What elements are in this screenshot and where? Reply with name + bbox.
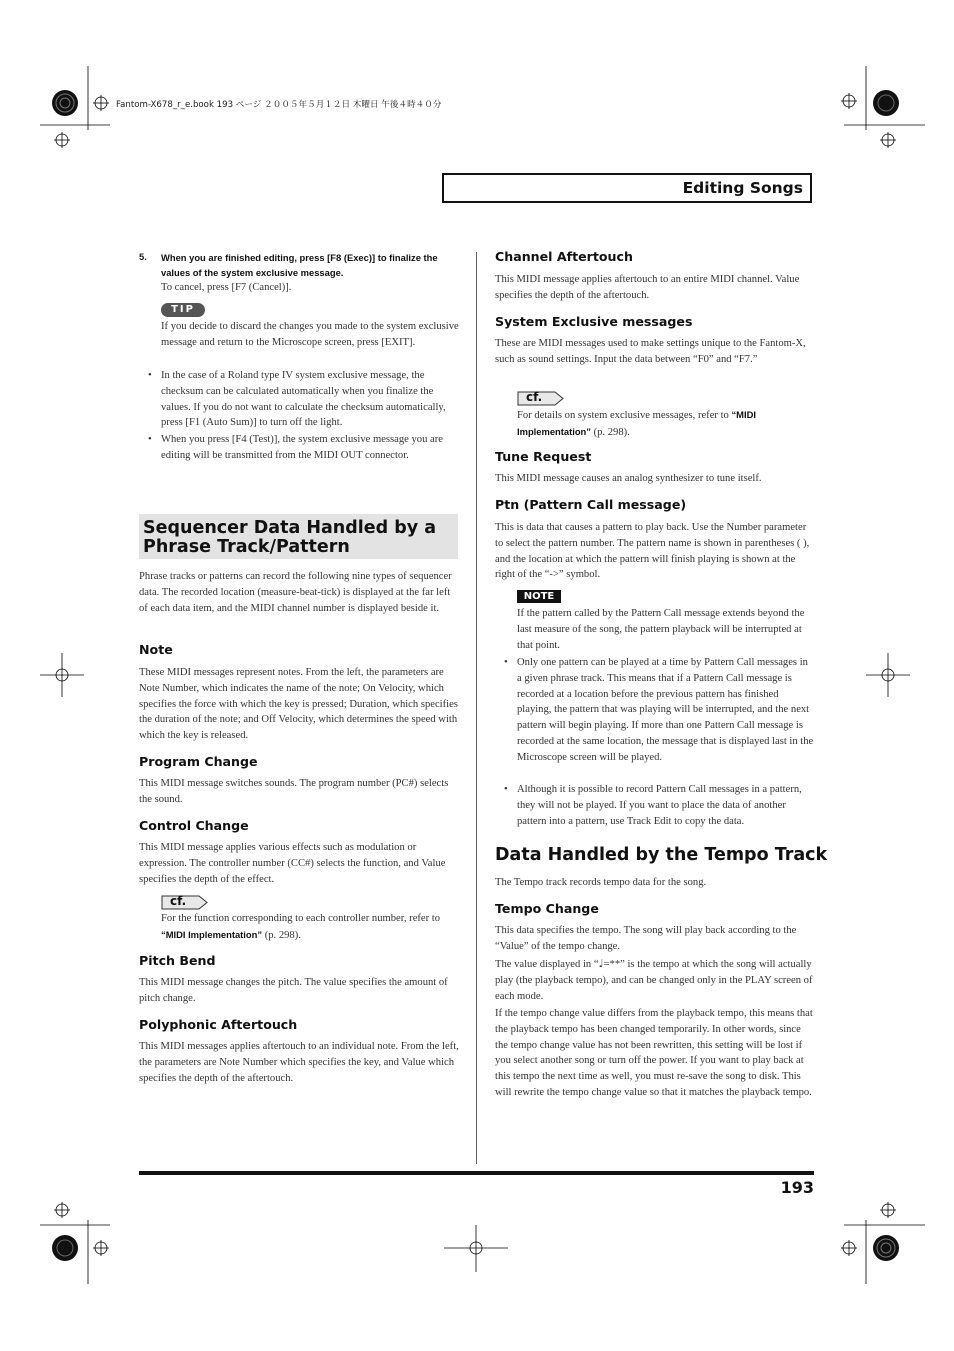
system-exclusive-text: These are MIDI messages used to make settings unique to the Fantom-X, such as sound settings. Input the data between “F0” and “F7.” — [495, 338, 806, 365]
page-number: 193 — [780, 1178, 814, 1197]
heading-system-exclusive: System Exclusive messages — [495, 314, 693, 329]
section-intro: Phrase tracks or patterns can record the following nine types of sequencer data. The recorded location (measure-beat-tick) is displayed at the far left of each data item, and the MIDI channel number is displayed beside it. — [139, 571, 452, 614]
pattern-call-text: This is data that causes a pattern to play back. Use the Number parameter to select the pattern number. The pattern name is shown in parentheses ( ), and the location at which the pattern will finish playing is shown at the right of the “->” symbol. — [495, 522, 810, 581]
heading-channel-aftertouch: Channel Aftertouch — [495, 249, 633, 264]
heading-tempo-change: Tempo Change — [495, 901, 599, 916]
tempo-section-title: Data Handled by the Tempo Track — [495, 845, 828, 865]
pitch-bend-text: This MIDI message changes the pitch. The value specifies the amount of pitch change. — [139, 977, 448, 1004]
section-title-box — [139, 514, 458, 559]
step-text: When you are finished editing, press [F8 (Exec)] to finalize the values of the system exclusive message. — [161, 252, 438, 278]
cf-page: (p. 298). — [264, 929, 301, 941]
tempo-intro: The Tempo track records tempo data for the song. — [495, 877, 707, 888]
heading-program-change: Program Change — [139, 754, 258, 769]
tempo-change-text-3: If the tempo change value differs from the playback tempo, this means that the playback tempo has been changed temporarily. In other words, since the tempo change value has not been rewritten, this setting will be lost if you select another song or turn off the power. If you want to play back at this tempo the next time as well, you must re-save the song to disk. This will rewrite the tempo change value so that it matches the playback tempo. — [495, 1008, 813, 1098]
heading-pattern-call: Ptn (Pattern Call message) — [495, 497, 687, 512]
cf-link[interactable]: “MIDI — [731, 409, 756, 420]
cf-text: For details on system exclusive messages, refer to — [517, 410, 729, 421]
heading-pitch-bend: Pitch Bend — [139, 953, 216, 968]
cf-link[interactable]: Implementation” — [517, 425, 591, 437]
polyphonic-aftertouch-text: This MIDI messages applies aftertouch to an individual note. From the left, the parameters are Note Number which specifies the key, and Value which specifies the depth of the aftertouch. — [139, 1041, 459, 1084]
tempo-text-a: The value displayed in “ — [495, 959, 599, 970]
list-item: • Only one pattern can be played at a time by Pattern Call messages in a given phrase track. This means that if a Pattern Call message is recorded at a location before the previous pattern has finished playing, the pattern that was playing will be interrupted, and the next pattern will begin playing. If more than one Pattern Call message is recorded at the same location, the message that is displayed last in the Microscope screen will be played. — [517, 655, 815, 766]
quarter-note-icon: ♩ — [598, 958, 604, 970]
footer-rule — [139, 1171, 814, 1175]
note-text: These MIDI messages represent notes. From the left, the parameters are Note Number, which indicates the name of the note; On Velocity, which specifies the force with which the key is pressed; Duration, which specifies the duration of the note; and Off Velocity, which determines the speed with which the key is released. — [139, 667, 458, 742]
tip-badge: TIP — [161, 303, 205, 317]
system-exclusive-cf — [517, 407, 813, 441]
heading-control-change: Control Change — [139, 818, 249, 833]
tempo-change-text-1: This data specifies the tempo. The song will play back according to the “Value” of the tempo change. — [495, 925, 797, 952]
cf-page: (p. 298). — [593, 426, 630, 438]
column-divider — [476, 252, 477, 1164]
header-title-box — [442, 173, 812, 203]
control-change-cf — [161, 911, 461, 944]
list-item: • In the case of a Roland type IV system exclusive message, the checksum can be calculated automatically when you finalize the values. If you do not want to calculate the checksum automatically, press [F1 (Auto Sum)] to turn off the light. — [161, 368, 461, 431]
heading-polyphonic-aftertouch: Polyphonic Aftertouch — [139, 1017, 298, 1032]
list-item: • When you press [F4 (Test)], the system exclusive message you are editing will be transmitted from the MIDI OUT connector. — [161, 432, 461, 464]
tempo-text-b: =**” is the tempo at which the song will actually play (the playback tempo), and can be changed only in the PLAY screen of each mode. — [495, 959, 813, 1002]
cf-label: cf. — [170, 894, 187, 908]
pattern-call-note: If the pattern called by the Pattern Call message extends beyond the last measure of the song, the pattern playback will be interrupted at that point. — [517, 608, 805, 651]
cf-label: cf. — [526, 390, 543, 404]
tip-text: If you decide to discard the changes you made to the system exclusive message and return to the Microscope screen, press [EXIT]. — [161, 321, 459, 348]
channel-aftertouch-text: This MIDI message applies aftertouch to an entire MIDI channel. Value specifies the depth of the aftertouch. — [495, 274, 800, 301]
control-change-text: This MIDI message applies various effects such as modulation or expression. The controller number (CC#) selects the function, and Value specifies the depth of the effect. — [139, 842, 446, 885]
step-sub: To cancel, press [F7 (Cancel)]. — [161, 282, 292, 293]
print-header: Fantom-X678_r_e.book 193 ページ ２００５年５月１２日 木曜日 午後４時４０分 — [116, 100, 442, 110]
header-title: Editing Songs — [682, 179, 803, 197]
note-badge: NOTE — [517, 590, 561, 603]
program-change-text: This MIDI message switches sounds. The program number (PC#) selects the sound. — [139, 778, 449, 805]
cf-text: For the function corresponding to each controller number, refer to — [161, 913, 441, 924]
cf-link[interactable]: “MIDI Implementation” — [161, 928, 263, 940]
heading-note: Note — [139, 642, 173, 657]
section-title: Sequencer Data Handled by a Phrase Track/Pattern — [143, 518, 437, 557]
heading-tune-request: Tune Request — [495, 449, 592, 464]
tune-request-text: This MIDI message causes an analog synthesizer to tune itself. — [495, 473, 762, 484]
tempo-change-text-2 — [495, 957, 813, 1004]
step-number: 5. — [139, 251, 147, 262]
list-item: • Although it is possible to record Pattern Call messages in a pattern, they will not be played. If you want to place the data of another pattern into a pattern, use Track Edit to copy the data. — [517, 782, 815, 829]
